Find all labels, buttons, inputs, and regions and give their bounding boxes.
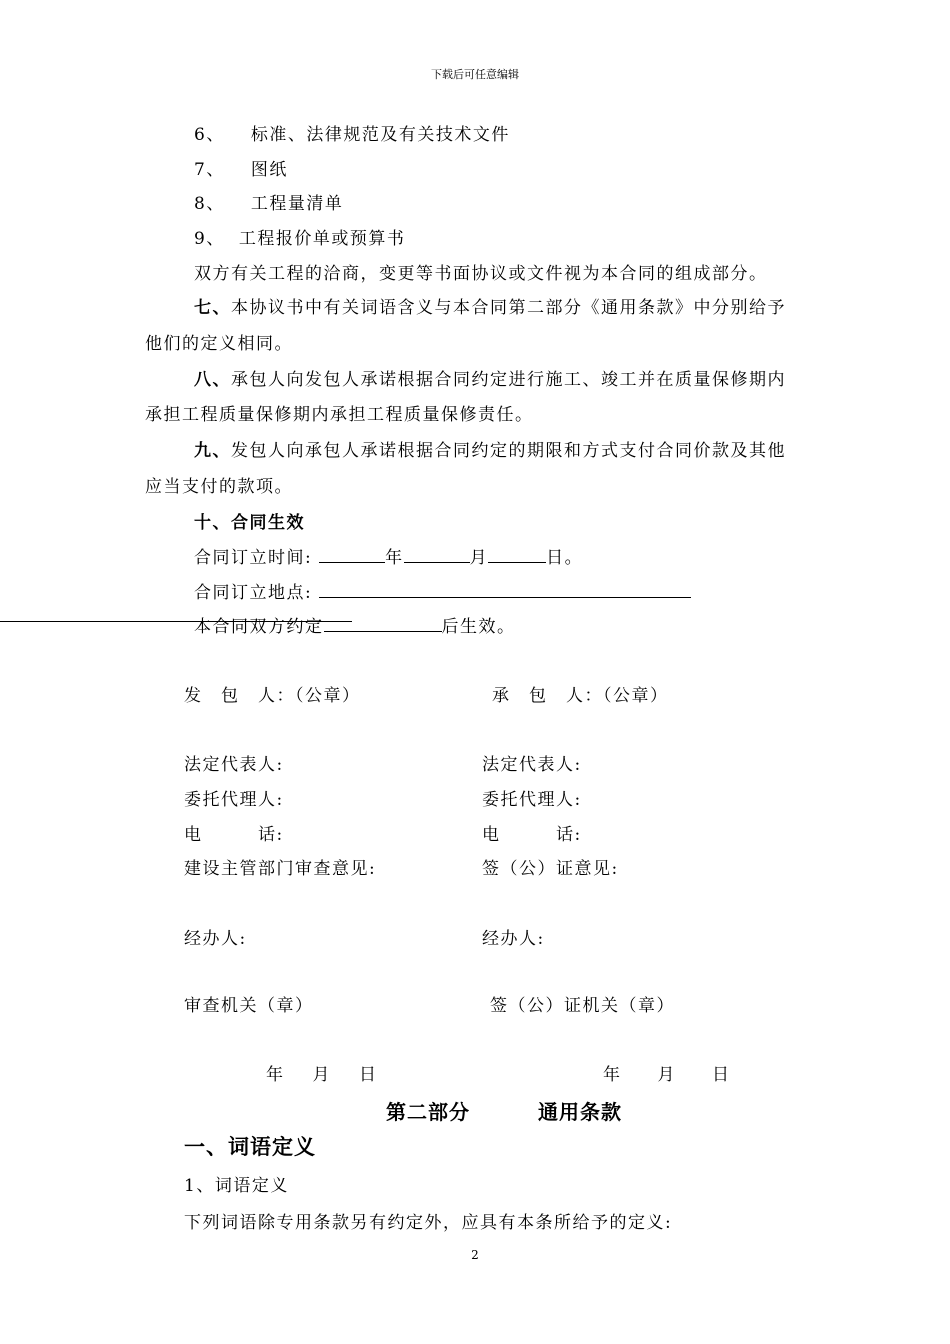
month-blank[interactable] — [404, 546, 470, 563]
section-1-sub: 1、词语定义 — [184, 1176, 289, 1196]
effective-prefix: 本合同双方约定 — [194, 617, 324, 637]
notary-opinion: 签（公）证意见: — [482, 859, 619, 879]
day-blank[interactable] — [488, 546, 546, 563]
month-label: 月 — [469, 548, 489, 568]
clause-7-line1: 本协议书中有关词语含义与本合同第二部分《通用条款》中分别给予 — [231, 298, 786, 318]
clause-8 — [194, 365, 786, 390]
clause-9-label: 九、 — [194, 441, 231, 461]
contract-time-label: 合同订立时间: — [194, 548, 313, 568]
contract-place-label: 合同订立地点: — [194, 583, 313, 603]
day-label: 日。 — [546, 548, 584, 568]
clause-8-line1: 承包人向发包人承诺根据合同约定进行施工、竣工并在质量保修期内 — [231, 370, 786, 390]
contractor-seal: 承 包 人：（公章） — [492, 686, 669, 706]
clause-7-label: 七、 — [194, 298, 231, 318]
list-item — [194, 224, 405, 249]
effective-blank[interactable] — [324, 615, 442, 632]
contract-place-row — [194, 578, 691, 603]
contractor-phone: 电 话: — [482, 825, 582, 845]
left-date — [266, 1060, 378, 1085]
right-date-month: 月 — [657, 1065, 676, 1085]
contractor-legal-rep: 法定代表人: — [482, 755, 582, 775]
right-date — [603, 1060, 731, 1085]
employer-seal: 发 包 人：（公章） — [184, 686, 361, 706]
list-item-number: 8、 — [194, 194, 225, 214]
effective-row — [194, 612, 516, 637]
stray-line — [0, 621, 352, 622]
list-item-number: 9、 — [194, 229, 225, 249]
place-blank[interactable] — [319, 581, 691, 598]
list-item-text: 标准、法律规范及有关技术文件 — [250, 125, 510, 145]
review-handler: 经办人: — [184, 929, 247, 949]
section-1-intro: 下列词语除专用条款另有约定外，应具有本条所给予的定义: — [184, 1213, 673, 1233]
list-item — [194, 120, 510, 145]
review-opinion: 建设主管部门审查意见: — [184, 859, 377, 879]
list-item-number: 6、 — [194, 125, 225, 145]
employer-legal-rep: 法定代表人: — [184, 755, 284, 775]
year-blank[interactable] — [319, 546, 385, 563]
clause-9-line2: 应当支付的款项。 — [145, 477, 293, 497]
right-date-year: 年 — [603, 1065, 622, 1085]
clause-7 — [194, 293, 786, 318]
contract-time-row — [194, 543, 583, 568]
list-item-text: 工程量清单 — [250, 194, 344, 214]
header-note: 下载后可任意编辑 — [431, 68, 519, 81]
left-date-month: 月 — [312, 1065, 331, 1085]
part-two-heading — [386, 1096, 622, 1125]
list-item-number: 7、 — [194, 160, 225, 180]
part-two-name: 通用条款 — [538, 1100, 622, 1124]
list-item-text: 图纸 — [250, 160, 288, 180]
list-item — [194, 155, 288, 180]
notary-handler: 经办人: — [482, 929, 545, 949]
clause-9 — [194, 436, 786, 461]
left-date-year: 年 — [266, 1065, 285, 1085]
notary-authority: 签（公）证机关（章） — [490, 996, 675, 1016]
section-1-title: 一、词语定义 — [184, 1134, 316, 1159]
page-number: 2 — [471, 1248, 479, 1262]
right-date-day: 日 — [712, 1065, 731, 1085]
employer-agent: 委托代理人: — [184, 790, 284, 810]
employer-phone: 电 话: — [184, 825, 284, 845]
list-item-text: 工程报价单或预算书 — [238, 229, 406, 249]
clause-8-label: 八、 — [194, 370, 231, 390]
part-two-label: 第二部分 — [386, 1100, 470, 1124]
year-label: 年 — [385, 548, 404, 568]
effective-suffix: 后生效。 — [441, 617, 516, 637]
clause-9-line1: 发包人向承包人承诺根据合同约定的期限和方式支付合同价款及其他 — [231, 441, 786, 461]
review-authority: 审查机关（章） — [184, 996, 314, 1016]
clause-7-line2: 他们的定义相同。 — [145, 334, 293, 354]
clause-10-title: 十、合同生效 — [194, 513, 305, 533]
contractor-agent: 委托代理人: — [482, 790, 582, 810]
negotiation-note: 双方有关工程的洽商，变更等书面协议或文件视为本合同的组成部分。 — [194, 264, 768, 284]
clause-8-line2: 承担工程质量保修期内承担工程质量保修责任。 — [145, 405, 534, 425]
list-item — [194, 189, 343, 214]
left-date-day: 日 — [359, 1065, 378, 1085]
